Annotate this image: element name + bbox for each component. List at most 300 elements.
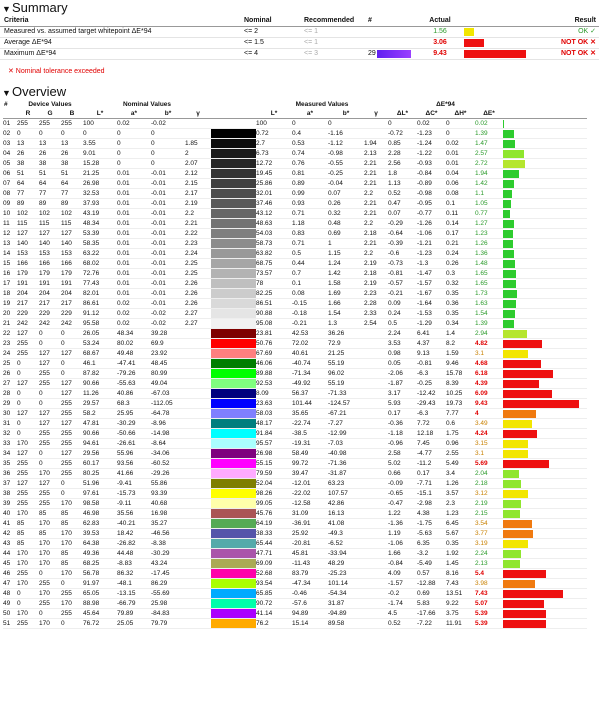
delta-e-bar xyxy=(503,539,587,549)
nominal-b: -30.29 xyxy=(151,549,185,559)
color-swatch-fill xyxy=(211,309,256,318)
table-row xyxy=(3,619,587,629)
delta-l: -1.87 xyxy=(388,379,417,389)
patch-id: 15 xyxy=(3,259,17,269)
summary-rows xyxy=(0,27,599,60)
color-swatch xyxy=(211,519,256,529)
summary-row xyxy=(0,38,599,49)
delta-l: -1.18 xyxy=(388,429,417,439)
device-r: 170 xyxy=(17,609,39,619)
delta-e-bar-fill xyxy=(503,410,536,418)
measured-a: 58.49 xyxy=(292,449,328,459)
measured-b: 0.48 xyxy=(328,219,364,229)
nominal-b-col: b* xyxy=(151,109,185,119)
delta-e-bar-fill xyxy=(503,390,552,398)
delta-e-bar-fill xyxy=(503,480,521,488)
nominal-gamma xyxy=(185,389,211,399)
patch-id: 43 xyxy=(3,539,17,549)
measured-a: 0.81 xyxy=(292,169,328,179)
color-swatch xyxy=(211,319,256,329)
measured-b: -71.33 xyxy=(328,389,364,399)
delta-c: -1.29 xyxy=(417,319,446,329)
measured-b: -25.23 xyxy=(328,569,364,579)
delta-l: -0.36 xyxy=(388,419,417,429)
nominal-a: -30.29 xyxy=(117,419,151,429)
delta-e-bar xyxy=(503,559,587,569)
device-b: 85 xyxy=(61,509,83,519)
nominal-a: -8.83 xyxy=(117,559,151,569)
delta-e: 2.24 xyxy=(475,549,503,559)
table-row xyxy=(3,359,587,369)
table-row xyxy=(3,539,587,549)
device-g: 170 xyxy=(39,619,61,629)
color-swatch-fill xyxy=(211,589,256,598)
delta-h: 0.21 xyxy=(446,239,475,249)
nominal-gamma: 2.21 xyxy=(185,219,211,229)
delta-c: -0.98 xyxy=(417,189,446,199)
patch-id: 18 xyxy=(3,289,17,299)
delta-c: -5.49 xyxy=(417,559,446,569)
measured-b: 1.69 xyxy=(328,289,364,299)
table-row xyxy=(3,159,587,169)
nominal-l: 65.05 xyxy=(83,589,117,599)
patch-id: 05 xyxy=(3,159,17,169)
measured-gamma xyxy=(364,339,388,349)
table-row xyxy=(3,389,587,399)
measured-gamma xyxy=(364,529,388,539)
delta-e-bar-fill xyxy=(503,310,515,318)
nominal-a: -48.1 xyxy=(117,579,151,589)
device-g: 179 xyxy=(39,269,61,279)
table-row xyxy=(3,249,587,259)
delta-h: 3.75 xyxy=(446,609,475,619)
nominal-gamma xyxy=(185,569,211,579)
device-g: 0 xyxy=(39,339,61,349)
nominal-b: -55.69 xyxy=(151,589,185,599)
nominal-gamma xyxy=(185,359,211,369)
patch-id: 45 xyxy=(3,559,17,569)
color-swatch-fill xyxy=(211,359,256,368)
device-b: 170 xyxy=(61,539,83,549)
device-b: 127 xyxy=(61,419,83,429)
color-swatch-fill xyxy=(211,399,256,408)
delta-e-bar xyxy=(503,159,587,169)
overview-title: Overview xyxy=(12,84,67,99)
table-row xyxy=(3,219,587,229)
delta-e-bar xyxy=(503,129,587,139)
measured-a: -0.46 xyxy=(292,589,328,599)
delta-e: 1.65 xyxy=(475,279,503,289)
measured-gamma xyxy=(364,409,388,419)
delta-c: -6.3 xyxy=(417,409,446,419)
nominal-l: 68.67 xyxy=(83,349,117,359)
color-swatch-fill xyxy=(211,149,256,158)
delta-c: -29.43 xyxy=(417,399,446,409)
color-swatch xyxy=(211,229,256,239)
nominal-a: 0 xyxy=(117,129,151,139)
nominal-gamma xyxy=(185,609,211,619)
nominal-a: 25.95 xyxy=(117,409,151,419)
collapse-triangle-icon[interactable]: ▼ xyxy=(2,4,11,14)
nominal-l: 48.34 xyxy=(83,219,117,229)
device-b: 0 xyxy=(61,339,83,349)
patch-id: 25 xyxy=(3,359,17,369)
nominal-gamma xyxy=(185,519,211,529)
measured-a: 56.37 xyxy=(292,389,328,399)
nominal-gamma: 2.25 xyxy=(185,269,211,279)
nominal-a: 0.02 xyxy=(117,299,151,309)
measured-l: 95.08 xyxy=(256,319,292,329)
delta-c: -1.3 xyxy=(417,259,446,269)
patch-id: 01 xyxy=(3,119,17,129)
delta-e-bar xyxy=(503,449,587,459)
delta-e: 9.43 xyxy=(475,399,503,409)
delta-e: 6.09 xyxy=(475,389,503,399)
device-r: 255 xyxy=(17,469,39,479)
delta-c: 4.37 xyxy=(417,339,446,349)
delta-e-bar-fill xyxy=(503,580,535,588)
delta-h: 0.36 xyxy=(446,299,475,309)
overview-table xyxy=(3,100,587,629)
summary-header[interactable] xyxy=(0,0,599,16)
device-g: 77 xyxy=(39,189,61,199)
nominal-a: 80.02 xyxy=(117,339,151,349)
nominal-b: -46.56 xyxy=(151,529,185,539)
nominal-l: 3.55 xyxy=(83,139,117,149)
nominal-a: -9.11 xyxy=(117,499,151,509)
table-row xyxy=(3,229,587,239)
device-r: 127 xyxy=(17,479,39,489)
color-swatch xyxy=(211,189,256,199)
delta-c: -1.26 xyxy=(417,219,446,229)
measured-a: 0.5 xyxy=(292,249,328,259)
nominal-a: 25.05 xyxy=(117,619,151,629)
measured-gamma xyxy=(364,589,388,599)
color-swatch-fill xyxy=(211,519,256,528)
delta-l: 0.52 xyxy=(388,619,417,629)
color-swatch xyxy=(211,599,256,609)
device-g: 255 xyxy=(39,369,61,379)
patch-id: 07 xyxy=(3,179,17,189)
nominal-l: 46.98 xyxy=(83,509,117,519)
delta-h: 1.23 xyxy=(446,509,475,519)
nominal-gamma: 2.17 xyxy=(185,189,211,199)
delta-h: 7.77 xyxy=(446,409,475,419)
measured-b: 96.02 xyxy=(328,369,364,379)
color-swatch-fill xyxy=(211,249,256,258)
device-g: 102 xyxy=(39,209,61,219)
nominal-l: 68.02 xyxy=(83,259,117,269)
measured-gamma xyxy=(364,499,388,509)
delta-e-bar xyxy=(503,359,587,369)
delta-l: -0.81 xyxy=(388,269,417,279)
delta-h: 8.2 xyxy=(446,339,475,349)
delta-c: -1.23 xyxy=(417,129,446,139)
table-row xyxy=(3,559,587,569)
color-swatch-fill xyxy=(211,509,256,518)
delta-h: 0.1 xyxy=(446,199,475,209)
delta-h: 0.96 xyxy=(446,439,475,449)
color-swatch xyxy=(211,379,256,389)
device-g: 89 xyxy=(39,199,61,209)
table-row xyxy=(3,549,587,559)
delta-h: 0 xyxy=(446,129,475,139)
color-swatch xyxy=(211,579,256,589)
color-swatch xyxy=(211,359,256,369)
delta-e-bar xyxy=(503,299,587,309)
table-row xyxy=(3,339,587,349)
patch-id: 48 xyxy=(3,589,17,599)
nominal-a: -26.82 xyxy=(117,539,151,549)
delta-e-bar xyxy=(503,459,587,469)
table-row xyxy=(3,179,587,189)
delta-c: -17.66 xyxy=(417,609,446,619)
device-b: 204 xyxy=(61,289,83,299)
measured-l: 58.73 xyxy=(256,239,292,249)
delta-c: 7.72 xyxy=(417,419,446,429)
patch-id: 44 xyxy=(3,549,17,559)
table-row xyxy=(3,379,587,389)
color-swatch xyxy=(211,529,256,539)
measured-gamma: 1.94 xyxy=(364,139,388,149)
delta-l: 0 xyxy=(388,119,417,129)
table-row xyxy=(3,239,587,249)
color-swatch xyxy=(211,439,256,449)
delta-h: 0.14 xyxy=(446,219,475,229)
patch-id: 09 xyxy=(3,199,17,209)
measured-b: 1.42 xyxy=(328,269,364,279)
patch-id: 40 xyxy=(3,509,17,519)
delta-e: 5.39 xyxy=(475,609,503,619)
overview-header[interactable] xyxy=(0,84,599,100)
patch-id: 20 xyxy=(3,309,17,319)
color-swatch xyxy=(211,349,256,359)
delta-l: 2.58 xyxy=(388,449,417,459)
nominal-b: 23.92 xyxy=(151,349,185,359)
delta-h: 0.35 xyxy=(446,309,475,319)
measured-a-col: a* xyxy=(292,109,328,119)
device-g: 51 xyxy=(39,169,61,179)
delta-e-bar-fill xyxy=(503,440,528,448)
nominal-a: 35.56 xyxy=(117,509,151,519)
patch-id: 33 xyxy=(3,439,17,449)
device-b: 127 xyxy=(61,379,83,389)
measured-l: 73.57 xyxy=(256,269,292,279)
measured-a: -22.74 xyxy=(292,419,328,429)
nominal-gamma xyxy=(185,589,211,599)
device-b: 255 xyxy=(61,399,83,409)
delta-e-bar xyxy=(503,149,587,159)
nominal-b: 16.98 xyxy=(151,509,185,519)
nominal-gamma: 2.26 xyxy=(185,299,211,309)
delta-c: -1.67 xyxy=(417,289,446,299)
device-r: 0 xyxy=(17,589,39,599)
delta-e-bar-fill xyxy=(503,130,514,138)
delta-l: -1.36 xyxy=(388,519,417,529)
delta-c: -1.53 xyxy=(417,309,446,319)
color-swatch-fill xyxy=(211,269,256,278)
measured-gamma xyxy=(364,439,388,449)
table-row xyxy=(3,519,587,529)
nominal-b: -84.83 xyxy=(151,609,185,619)
summary-table-header xyxy=(0,16,599,27)
nominal-gamma: 2.23 xyxy=(185,239,211,249)
measured-gamma xyxy=(364,329,388,339)
measured-l: 86.51 xyxy=(256,299,292,309)
table-row xyxy=(3,329,587,339)
nominal-l: 62.83 xyxy=(83,519,117,529)
device-g: 127 xyxy=(39,409,61,419)
measured-b: -54.34 xyxy=(328,589,364,599)
delta-e-bar-fill xyxy=(503,160,525,168)
nominal-b: -0.02 xyxy=(151,319,185,329)
device-g: 0 xyxy=(39,609,61,619)
delta-e-bar xyxy=(503,269,587,279)
delta-e-bar xyxy=(503,339,587,349)
nominal-b: -34.06 xyxy=(151,449,185,459)
device-g: 0 xyxy=(39,569,61,579)
delta-e-bar xyxy=(503,189,587,199)
patch-id: 51 xyxy=(3,619,17,629)
delta-e: 4.24 xyxy=(475,429,503,439)
delta-c: 6.41 xyxy=(417,329,446,339)
nominal-a: 0.01 xyxy=(117,199,151,209)
device-b: 0 xyxy=(61,619,83,629)
delta-e-bar-fill xyxy=(503,270,516,278)
color-swatch xyxy=(211,169,256,179)
nominal-l: 76.72 xyxy=(83,619,117,629)
color-swatch-fill xyxy=(211,139,256,148)
device-r: 85 xyxy=(17,539,39,549)
delta-l: 2.24 xyxy=(388,329,417,339)
patch-id: 42 xyxy=(3,529,17,539)
nominal-gamma: 2.24 xyxy=(185,249,211,259)
nominal-gamma xyxy=(185,469,211,479)
color-swatch-fill xyxy=(211,209,256,218)
nominal-gamma xyxy=(185,619,211,629)
nominal-value: <= 4 xyxy=(244,50,259,57)
device-r: 64 xyxy=(17,179,39,189)
measured-gamma xyxy=(364,579,388,589)
nominal-value: <= 2 xyxy=(244,28,259,35)
device-b: 255 xyxy=(61,469,83,479)
nominal-b: -0.01 xyxy=(151,179,185,189)
nominal-l: 68.25 xyxy=(83,559,117,569)
delta-l: 0.5 xyxy=(388,319,417,329)
color-swatch xyxy=(211,479,256,489)
nominal-a: 55.96 xyxy=(117,449,151,459)
nominal-gamma xyxy=(185,539,211,549)
color-swatch-fill xyxy=(211,569,256,578)
measured-b: 1 xyxy=(328,239,364,249)
device-b: 170 xyxy=(61,529,83,539)
device-r: 0 xyxy=(17,359,39,369)
delta-h: 0 xyxy=(446,119,475,129)
delta-l: -0.21 xyxy=(388,289,417,299)
patch-id: 19 xyxy=(3,299,17,309)
index-col xyxy=(3,109,17,119)
delta-e: 4.39 xyxy=(475,379,503,389)
nominal-b: -0.01 xyxy=(151,279,185,289)
device-b: 51 xyxy=(61,169,83,179)
device-g: 255 xyxy=(39,489,61,499)
table-row xyxy=(3,529,587,539)
measured-a: 101.44 xyxy=(292,399,328,409)
device-r: 170 xyxy=(17,549,39,559)
delta-e-bar xyxy=(503,249,587,259)
table-row xyxy=(3,429,587,439)
nominal-gamma xyxy=(185,339,211,349)
nominal-a: 18.42 xyxy=(117,529,151,539)
nominal-a: 44.48 xyxy=(117,549,151,559)
delta-e-bar-fill xyxy=(503,600,544,608)
nominal-l: 32.53 xyxy=(83,189,117,199)
patch-id: 03 xyxy=(3,139,17,149)
measured-b: 55.19 xyxy=(328,379,364,389)
delta-l: 0.07 xyxy=(388,209,417,219)
color-swatch-fill xyxy=(211,179,256,188)
collapse-triangle-icon[interactable]: ▼ xyxy=(2,88,11,98)
nominal-l: 94.61 xyxy=(83,439,117,449)
delta-e-bar-fill xyxy=(503,350,528,358)
measured-b: 55.19 xyxy=(328,359,364,369)
color-swatch xyxy=(211,309,256,319)
measured-gamma xyxy=(364,459,388,469)
color-swatch xyxy=(211,569,256,579)
nominal-a: 93.56 xyxy=(117,459,151,469)
measured-gamma xyxy=(364,379,388,389)
nominal-a: 0.01 xyxy=(117,219,151,229)
nominal-header: Nominal xyxy=(244,17,272,24)
measured-gamma: 2.28 xyxy=(364,299,388,309)
delta-e-bar xyxy=(503,229,587,239)
nominal-values-group: Nominal Values xyxy=(122,101,172,108)
device-g: 26 xyxy=(39,149,61,159)
delta-c: 0.57 xyxy=(417,569,446,579)
delta-l: -1.06 xyxy=(388,539,417,549)
result-header: Result xyxy=(574,17,596,24)
delta-e-bar xyxy=(503,279,587,289)
measured-gamma xyxy=(364,119,388,129)
delta-l: 5.93 xyxy=(388,399,417,409)
delta-e: 4 xyxy=(475,409,503,419)
delta-l: -0.57 xyxy=(388,279,417,289)
nominal-a: -66.79 xyxy=(117,599,151,609)
delta-e-col: ΔE* xyxy=(475,109,503,119)
nominal-b: -0.01 xyxy=(151,199,185,209)
patch-id: 49 xyxy=(3,599,17,609)
color-swatch xyxy=(211,159,256,169)
delta-l: -0.84 xyxy=(388,559,417,569)
nominal-b: -0.01 xyxy=(151,169,185,179)
measured-gamma xyxy=(364,419,388,429)
delta-e-bar-fill xyxy=(503,200,511,208)
delta-h: 1.59 xyxy=(446,349,475,359)
delta-e-bar xyxy=(503,319,587,329)
measured-b: -6.52 xyxy=(328,539,364,549)
measured-a: -36.91 xyxy=(292,519,328,529)
measured-b: -0.25 xyxy=(328,169,364,179)
summary-row xyxy=(0,49,599,60)
device-b: 0 xyxy=(61,129,83,139)
actual-value: 1.56 xyxy=(433,28,447,35)
color-swatch-fill xyxy=(211,459,256,468)
delta-h: 15.78 xyxy=(446,369,475,379)
device-g: 85 xyxy=(39,529,61,539)
color-swatch xyxy=(211,219,256,229)
delta-e: 1.1 xyxy=(475,189,503,199)
delta-c: -2.98 xyxy=(417,499,446,509)
